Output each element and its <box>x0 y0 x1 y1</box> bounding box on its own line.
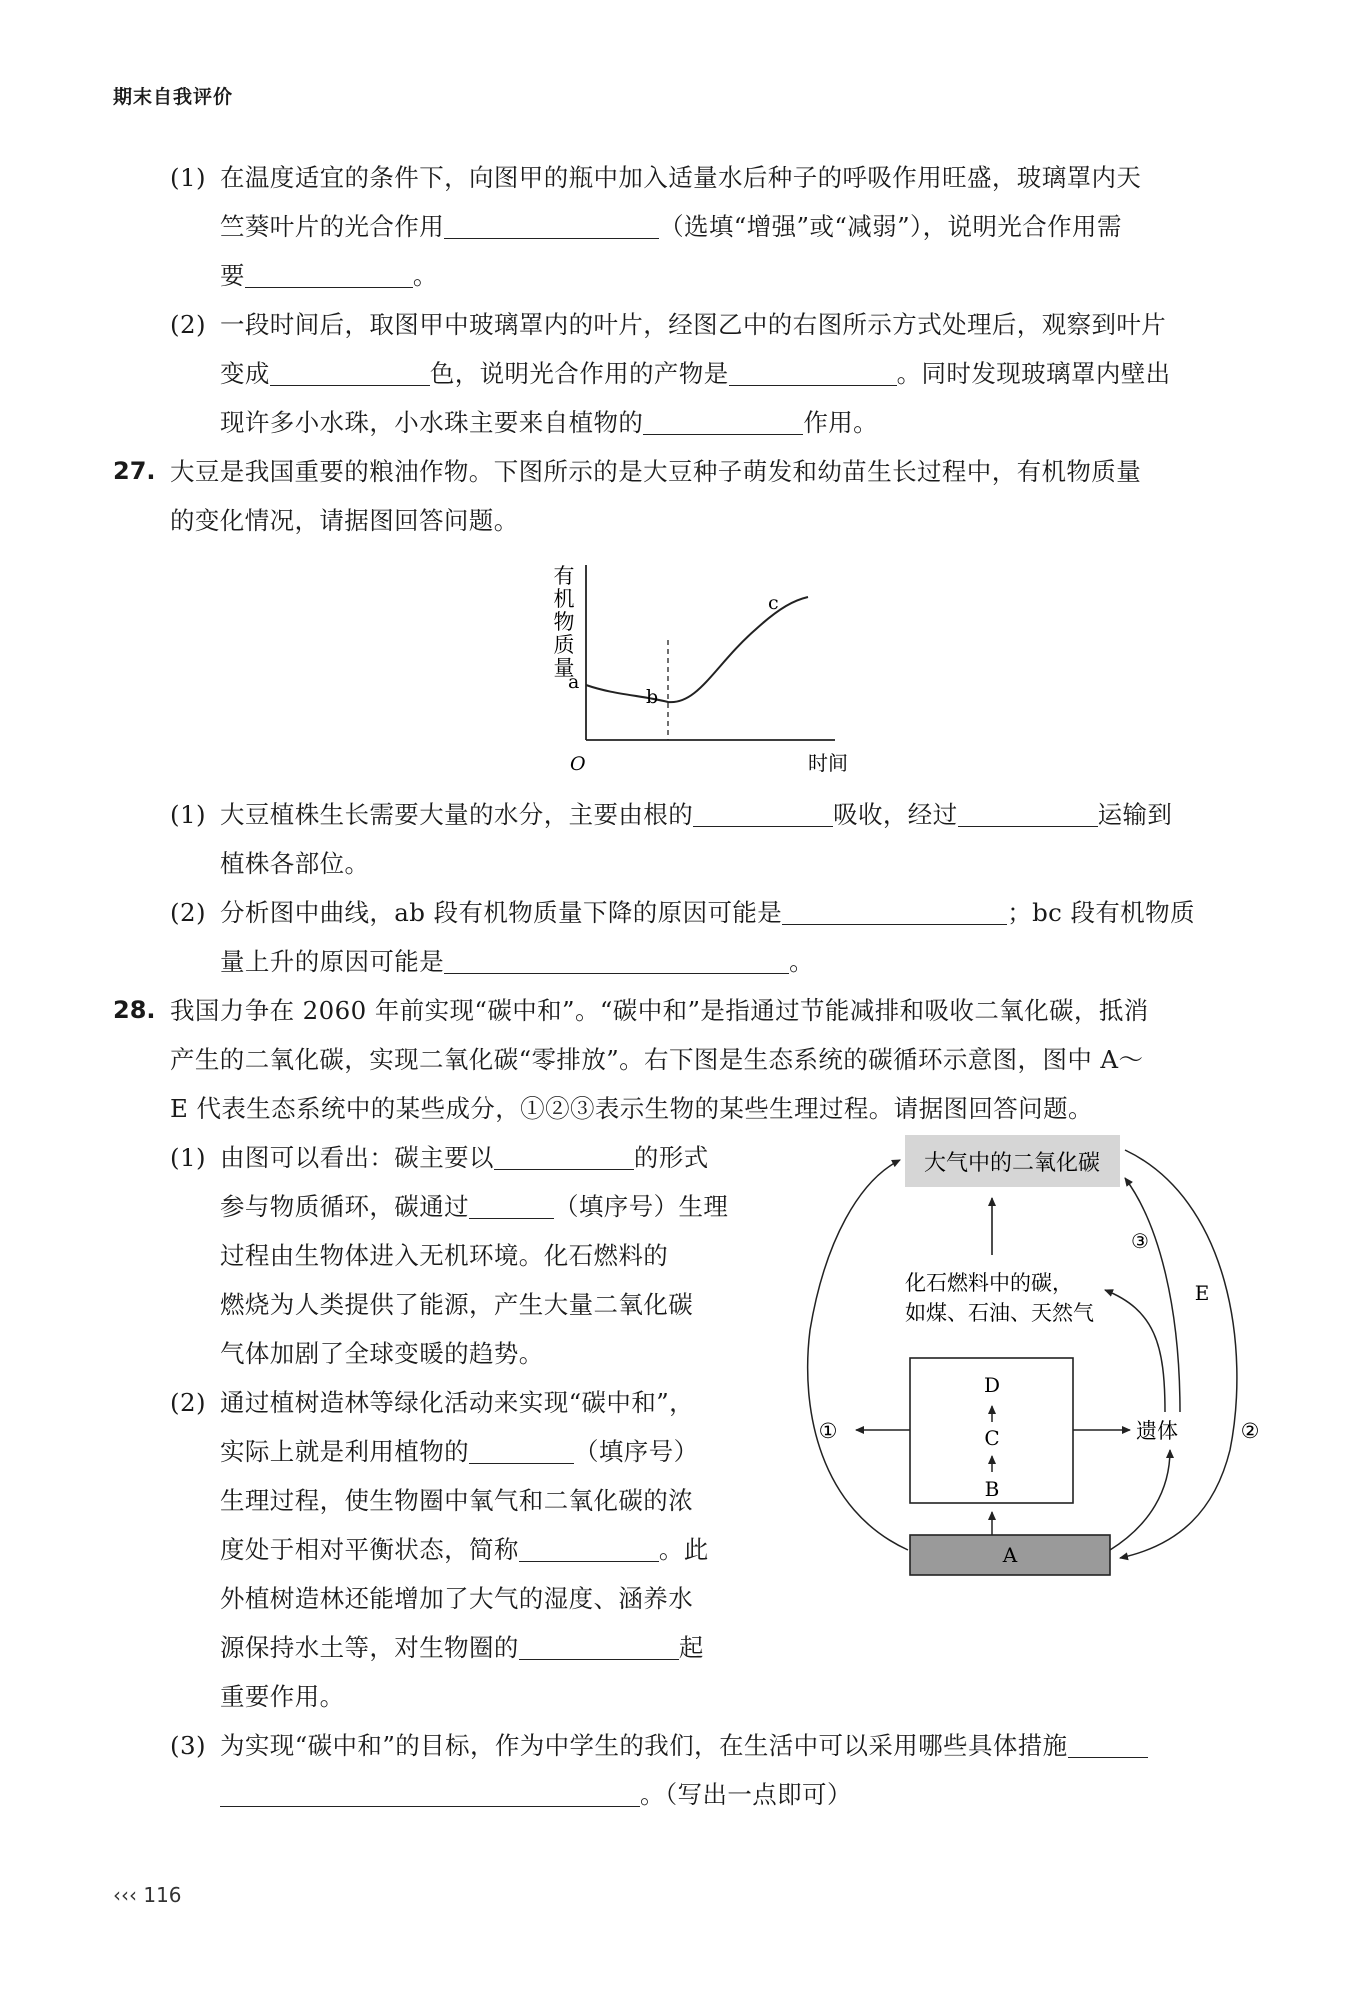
q28-p1-line3: 过程由生物体进入无机环境。化石燃料的 <box>220 1241 669 1270</box>
answer-blank[interactable] <box>444 951 789 974</box>
fossil-label-1: 化石燃料中的碳， <box>905 1271 1073 1295</box>
q27-p1-line2: 植株各部位。 <box>220 849 370 878</box>
answer-blank[interactable] <box>444 216 659 239</box>
q28-p1-text: （填序号）生理 <box>554 1192 729 1221</box>
q28-p1-line5: 气体加剧了全球变暖的趋势。 <box>220 1339 544 1368</box>
left-cycle-arrow <box>808 1160 908 1550</box>
answer-blank[interactable] <box>958 804 1098 827</box>
answer-blank[interactable] <box>494 1147 634 1170</box>
point-a-label: a <box>568 671 580 693</box>
q27-p2-text: ；bc 段有机物质 <box>1007 898 1195 927</box>
q26-p2-text: 作用。 <box>803 408 879 437</box>
q28-p2-text: 。此 <box>658 1535 709 1564</box>
label-circle-2: ② <box>1240 1419 1260 1443</box>
y-axis-label <box>554 564 575 680</box>
q28-p1-line2 <box>220 1192 728 1221</box>
q27-p1-text: 运输到 <box>1097 800 1173 829</box>
q27-p2-line1 <box>220 898 1195 927</box>
x-axis-label: 时间 <box>808 751 848 775</box>
answer-blank[interactable] <box>245 265 413 288</box>
q28-p3-num: (3) <box>170 1731 206 1760</box>
atmosphere-label: 大气中的二氧化碳 <box>923 1151 1101 1176</box>
q28-p3-text: 。（写出一点即可） <box>640 1780 852 1809</box>
q28-p2-line4 <box>220 1535 709 1564</box>
q26-p2-line2 <box>220 359 1171 388</box>
label-B: B <box>984 1477 1000 1501</box>
q27-graph <box>530 545 850 780</box>
q28-p2-text: （填序号） <box>574 1437 699 1466</box>
q27-line2: 的变化情况，请据图回答问题。 <box>170 506 519 535</box>
q28-p1-text: 由图可以看出：碳主要以 <box>220 1143 494 1172</box>
q27-p2-text: 分析图中曲线，ab 段有机物质量下降的原因可能是 <box>220 898 783 927</box>
origin-label: O <box>570 753 586 775</box>
q28-p2-line6 <box>220 1633 704 1662</box>
q27-p2-num: (2) <box>170 898 206 927</box>
remains-to-fossil-arrow <box>1105 1290 1165 1412</box>
q26-p1-text: （选填“增强”或“减弱”），说明光合作用需 <box>659 212 1122 241</box>
q27-line1: 大豆是我国重要的粮油作物。下图所示的是大豆种子萌发和幼苗生长过程中，有机物质量 <box>170 457 1142 486</box>
answer-blank[interactable] <box>469 1196 554 1219</box>
q28-p2-text: 起 <box>678 1633 704 1662</box>
q28-line2: 产生的二氧化碳，实现二氧化碳“零排放”。右下图是生态系统的碳循环示意图，图中 A～ <box>170 1045 1144 1074</box>
q26-p2-text: 色，说明光合作用的产物是 <box>429 359 729 388</box>
answer-blank[interactable] <box>729 363 897 386</box>
q26-p1-line2 <box>220 212 1122 241</box>
page-number: 116 <box>143 1883 182 1907</box>
q26-p2-text: 现许多小水珠，小水珠主要来自植物的 <box>220 408 644 437</box>
label-circle-1: ① <box>818 1419 838 1443</box>
q28-number: 28. <box>113 996 156 1024</box>
footer-arrows: ‹‹‹ <box>113 1883 137 1907</box>
q28-p2-line7: 重要作用。 <box>220 1682 345 1711</box>
q27-p1-num: (1) <box>170 800 206 829</box>
q28-p1-text: 的形式 <box>633 1143 709 1172</box>
answer-blank[interactable] <box>270 363 430 386</box>
q27-number: 27. <box>113 457 156 485</box>
remains-label: 遗体 <box>1136 1419 1178 1443</box>
label-A: A <box>1002 1543 1018 1567</box>
q28-p3-text: 为实现“碳中和”的目标，作为中学生的我们，在生活中可以采用哪些具体措施 <box>220 1731 1068 1760</box>
q26-p1-line1: 在温度适宜的条件下，向图甲的瓶中加入适量水后种子的呼吸作用旺盛，玻璃罩内天 <box>220 163 1142 192</box>
label-D: D <box>983 1373 1001 1397</box>
q28-p2-num: (2) <box>170 1388 206 1417</box>
q28-p2-line3: 生理过程，使生物圈中氧气和二氧化碳的浓 <box>220 1486 694 1515</box>
q26-p2-text: 变成 <box>220 359 270 388</box>
q26-p1-num: (1) <box>170 163 206 192</box>
q27-p1-text: 大豆植株生长需要大量的水分，主要由根的 <box>220 800 694 829</box>
answer-blank[interactable] <box>1068 1735 1148 1758</box>
q27-p1-text: 吸收，经过 <box>833 800 958 829</box>
q28-line1: 我国力争在 2060 年前实现“碳中和”。“碳中和”是指通过节能减排和吸收二氧化碳，抵消 <box>170 996 1149 1025</box>
q28-p1-num: (1) <box>170 1143 206 1172</box>
q26-p1-text: 。 <box>412 261 438 290</box>
page-footer <box>113 1883 182 1907</box>
answer-blank[interactable] <box>693 804 833 827</box>
q28-p2-text: 源保持水土等，对生物圈的 <box>220 1633 519 1662</box>
q28-p3-line2 <box>220 1780 852 1809</box>
q27-p1-line1 <box>220 800 1172 829</box>
answer-blank[interactable] <box>519 1539 659 1562</box>
q26-p2-line1: 一段时间后，取图甲中玻璃罩内的叶片，经图乙中的右图所示方式处理后，观察到叶片 <box>220 310 1167 339</box>
label-C: C <box>984 1426 1000 1450</box>
y-axis-label-text: 有机物质量 <box>553 564 575 680</box>
q26-p2-line3 <box>220 408 878 437</box>
q27-p2-text: 。 <box>789 947 815 976</box>
answer-blank[interactable] <box>220 1784 640 1807</box>
q27-p2-line2 <box>220 947 814 976</box>
label-E: E <box>1194 1281 1210 1305</box>
q28-p2-line1: 通过植树造林等绿化活动来实现“碳中和”， <box>220 1388 695 1417</box>
decomposer-arrow <box>1125 1178 1180 1412</box>
q28-p2-text: 度处于相对平衡状态，简称 <box>220 1535 519 1564</box>
q26-p1-line3 <box>220 261 438 290</box>
point-b-label: b <box>646 686 659 708</box>
fossil-label-2: 如煤、石油、天然气 <box>905 1301 1094 1325</box>
q28-p2-line5: 外植树造林还能增加了大气的湿度、涵养水 <box>220 1584 694 1613</box>
q26-p2-text: 。同时发现玻璃罩内壁出 <box>896 359 1171 388</box>
point-c-label: c <box>768 592 779 614</box>
q26-p1-text: 要 <box>220 261 245 290</box>
answer-blank[interactable] <box>469 1441 574 1464</box>
q28-p1-line4: 燃烧为人类提供了能源，产生大量二氧化碳 <box>220 1290 694 1319</box>
carbon-cycle-diagram <box>760 1130 1280 1630</box>
q28-p1-text: 参与物质循环，碳通过 <box>220 1192 469 1221</box>
a-to-remains-arrow <box>1110 1450 1170 1550</box>
q26-p2-num: (2) <box>170 310 206 339</box>
q26-p1-text: 竺葵叶片的光合作用 <box>220 212 445 241</box>
q28-line3: E 代表生态系统中的某些成分，①②③表示生物的某些生理过程。请据图回答问题。 <box>170 1094 1093 1123</box>
label-circle-3: ③ <box>1131 1229 1149 1253</box>
answer-blank[interactable] <box>519 1637 679 1660</box>
q27-p2-text: 量上升的原因可能是 <box>220 947 445 976</box>
q28-p2-line2 <box>220 1437 699 1466</box>
page-header: 期末自我评价 <box>113 86 234 108</box>
answer-blank[interactable] <box>643 412 803 435</box>
q28-p3-line1 <box>220 1731 1148 1760</box>
q28-p2-text: 实际上就是利用植物的 <box>220 1437 469 1466</box>
answer-blank[interactable] <box>782 902 1007 925</box>
q28-p1-line1 <box>220 1143 709 1172</box>
